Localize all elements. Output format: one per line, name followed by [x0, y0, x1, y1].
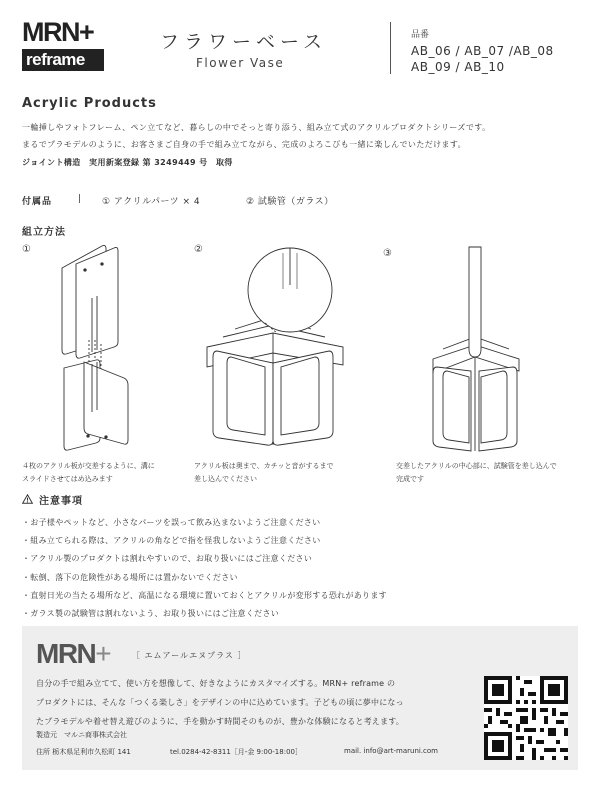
footer-body-line1: 自分の手で組み立てて、使い方を想像して、好きなようにカスタマイズする。MRN+ reframe の: [36, 679, 396, 688]
step-2-caption: [194, 460, 333, 486]
footer-body-line3: たプラモデルや着せ替え遊びのように、手を動かす時間そのものが、豊かな体験になると考えます。: [36, 717, 404, 726]
footer-logo-plus: +: [95, 638, 111, 669]
accessories-separator: |: [78, 194, 82, 204]
footer-logo-text: MRN: [36, 638, 96, 669]
step-1-caption: [22, 460, 155, 486]
qr-code-icon[interactable]: [484, 676, 568, 760]
step-3-illustration: [425, 245, 525, 455]
step-2-number: ②: [194, 244, 203, 255]
step-1-number: ①: [22, 244, 31, 255]
accessory-item-test-tube: ② 試験管（ガラス）: [246, 197, 334, 207]
footer-address: 住所 栃木県足利市久松町 141: [36, 748, 131, 756]
footer-mail: mail. info@art-maruni.com: [344, 747, 438, 755]
product-numbers-line1: AB_06 / AB_07 /AB_08: [411, 44, 554, 58]
footer-maker: 製造元 マルニ商事株式会社: [36, 731, 127, 739]
step-2-caption-line1: アクリル板は奥まで、カチッと音がするまで: [194, 462, 334, 470]
caution-item: ・お子様やペットなど、小さなパーツを誤って飲み込まないようご注意ください: [22, 518, 321, 527]
caution-item: ・転倒、落下の危険性がある場所には置かないでください: [22, 572, 238, 582]
step-2-caption-line2: 差し込んでください: [194, 475, 257, 483]
footer-logo: [36, 638, 110, 670]
step-3-number: ③: [383, 248, 392, 259]
step-1-illustration: [40, 240, 150, 455]
caution-item: ・ガラス製の試験管は割れないよう、お取り扱いにはご注意ください: [22, 609, 280, 619]
section-heading-acrylic: Acrylic Products: [22, 96, 157, 111]
footer-tel: tel.0284-42-8311［月-金 9:00-18:00］: [170, 748, 302, 756]
product-numbers-line2: AB_09 / AB_10: [411, 60, 505, 74]
step-3-caption-line1: 交差したアクリルの中心部に、試験管を差し込んで: [396, 462, 557, 470]
accessories-label: 付属品: [22, 197, 53, 207]
caution-item: ・アクリル製のプロダクトは割れやすいので、お取り扱いにはご注意ください: [22, 554, 313, 564]
step-2-illustration: [195, 245, 355, 450]
warning-triangle-icon: [22, 494, 33, 504]
footer-tagline: ［ エムアールエヌプラス ］: [132, 651, 247, 660]
step-1-caption-line1: ４枚のアクリル板が交差するように、溝に: [22, 462, 155, 470]
assembly-heading: 組立方法: [22, 227, 66, 238]
product-title-jp: フラワーベース: [160, 31, 328, 53]
logo-mrn-text: MRN+: [22, 17, 94, 47]
logo-reframe-text: reframe: [22, 49, 104, 71]
footer-body: [36, 674, 404, 731]
caution-heading: [22, 492, 83, 507]
header-divider: [390, 22, 391, 74]
footer-body-line2: プロダクトには、そんな「つくる楽しさ」をデザインの中に込めています。子どもの頃に夢中になっ: [36, 698, 404, 707]
intro-line-1: 一輪挿しやフォトフレーム、ペン立てなど、暮らしの中でそっと寄り添う、組み立て式のアクリルプロダクトシリーズです。: [22, 123, 491, 132]
brand-logo: [22, 18, 106, 71]
intro-line-2: まるでプラモデルのように、お客さまご自身の手で組み立てながら、完成のよろこびも一緒に楽しんでいただけます。: [22, 140, 467, 149]
product-number-label: 品番: [411, 30, 430, 40]
intro-patent-line: ジョイント構造 実用新案登録 第 3249449 号 取得: [22, 158, 233, 167]
footer-panel: [22, 626, 578, 770]
step-1-caption-line2: スライドさせてはめ込みます: [22, 475, 113, 483]
caution-item: ・直射日光の当たる場所など、高温になる環境に置いておくとアクリルが変形する恐れがあります: [22, 590, 387, 600]
accessory-item-acrylic-parts: ① アクリルパーツ × 4: [102, 197, 201, 207]
caution-list: [22, 514, 387, 623]
caution-item: ・組み立てられる際は、アクリルの角などで指を怪我しないようご注意ください: [22, 536, 321, 546]
step-3-caption: [396, 460, 557, 486]
step-3-caption-line2: 完成です: [396, 475, 424, 483]
caution-heading-text: 注意事項: [39, 496, 83, 507]
product-title-en: Flower Vase: [196, 56, 285, 70]
